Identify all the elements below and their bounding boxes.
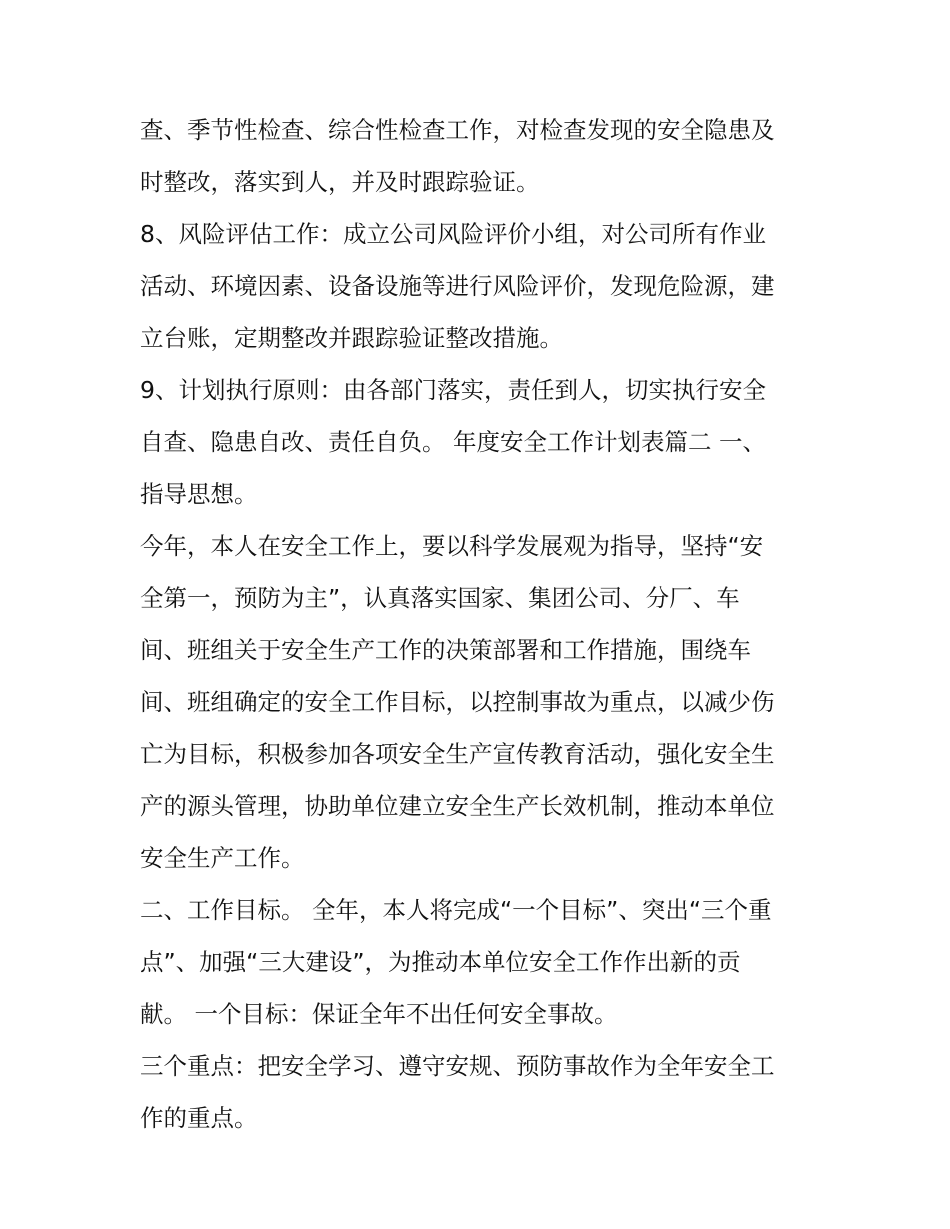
document-body xyxy=(140,104,820,1144)
text-line: 自查、隐患自改、责任自负。 年度安全工作计划表篇二 一、 xyxy=(140,428,766,456)
text-line: 间、班组确定的安全工作目标，以控制事故为重点，以减少伤 xyxy=(140,688,775,716)
text-line: 献。 一个目标：保证全年不出任何安全事故。 xyxy=(140,1000,618,1028)
text-line: 全第一，预防为主”，认真落实国家、集团公司、分厂、车 xyxy=(140,584,740,612)
text-line: 间、班组关于安全生产工作的决策部署和工作措施，围绕车 xyxy=(140,636,751,664)
text-line: 查、季节性检查、综合性检查工作，对检查发现的安全隐患及 xyxy=(140,116,775,144)
paragraph-execution-principle xyxy=(140,364,820,520)
text-line: 时整改，落实到人，并及时跟踪验证。 xyxy=(140,168,540,196)
text-line: 8、风险评估工作：成立公司风险评价小组，对公司所有作业 xyxy=(140,220,766,248)
paragraph-three-key-points xyxy=(140,1040,820,1144)
text-line: 二、工作目标。 全年，本人将完成“一个目标”、突出“三个重 xyxy=(140,896,772,924)
text-line: 安全生产工作。 xyxy=(140,844,305,872)
text-line: 9、计划执行原则：由各部门落实，责任到人，切实执行安全 xyxy=(140,376,766,404)
text-line: 今年，本人在安全工作上，要以科学发展观为指导，坚持“安 xyxy=(140,532,764,560)
text-line: 活动、环境因素、设备设施等进行风险评价，发现危险源，建 xyxy=(140,272,775,300)
text-line: 三个重点：把安全学习、遵守安规、预防事故作为全年安全工 xyxy=(140,1052,775,1080)
paragraph-risk-assessment xyxy=(140,208,820,364)
text-line: 指导思想。 xyxy=(140,480,258,508)
text-line: 立台账，定期整改并跟踪验证整改措施。 xyxy=(140,324,563,352)
text-line: 产的源头管理，协助单位建立安全生产长效机制，推动本单位 xyxy=(140,792,775,820)
paragraph-work-goals xyxy=(140,884,820,1040)
paragraph-inspection-followup xyxy=(140,104,820,208)
paragraph-guiding-thought xyxy=(140,520,820,884)
text-line: 作的重点。 xyxy=(140,1104,258,1132)
text-line: 点”、加强“三大建设”，为推动本单位安全工作作出新的贡 xyxy=(140,948,741,976)
text-line: 亡为目标，积极参加各项安全生产宣传教育活动，强化安全生 xyxy=(140,740,775,768)
